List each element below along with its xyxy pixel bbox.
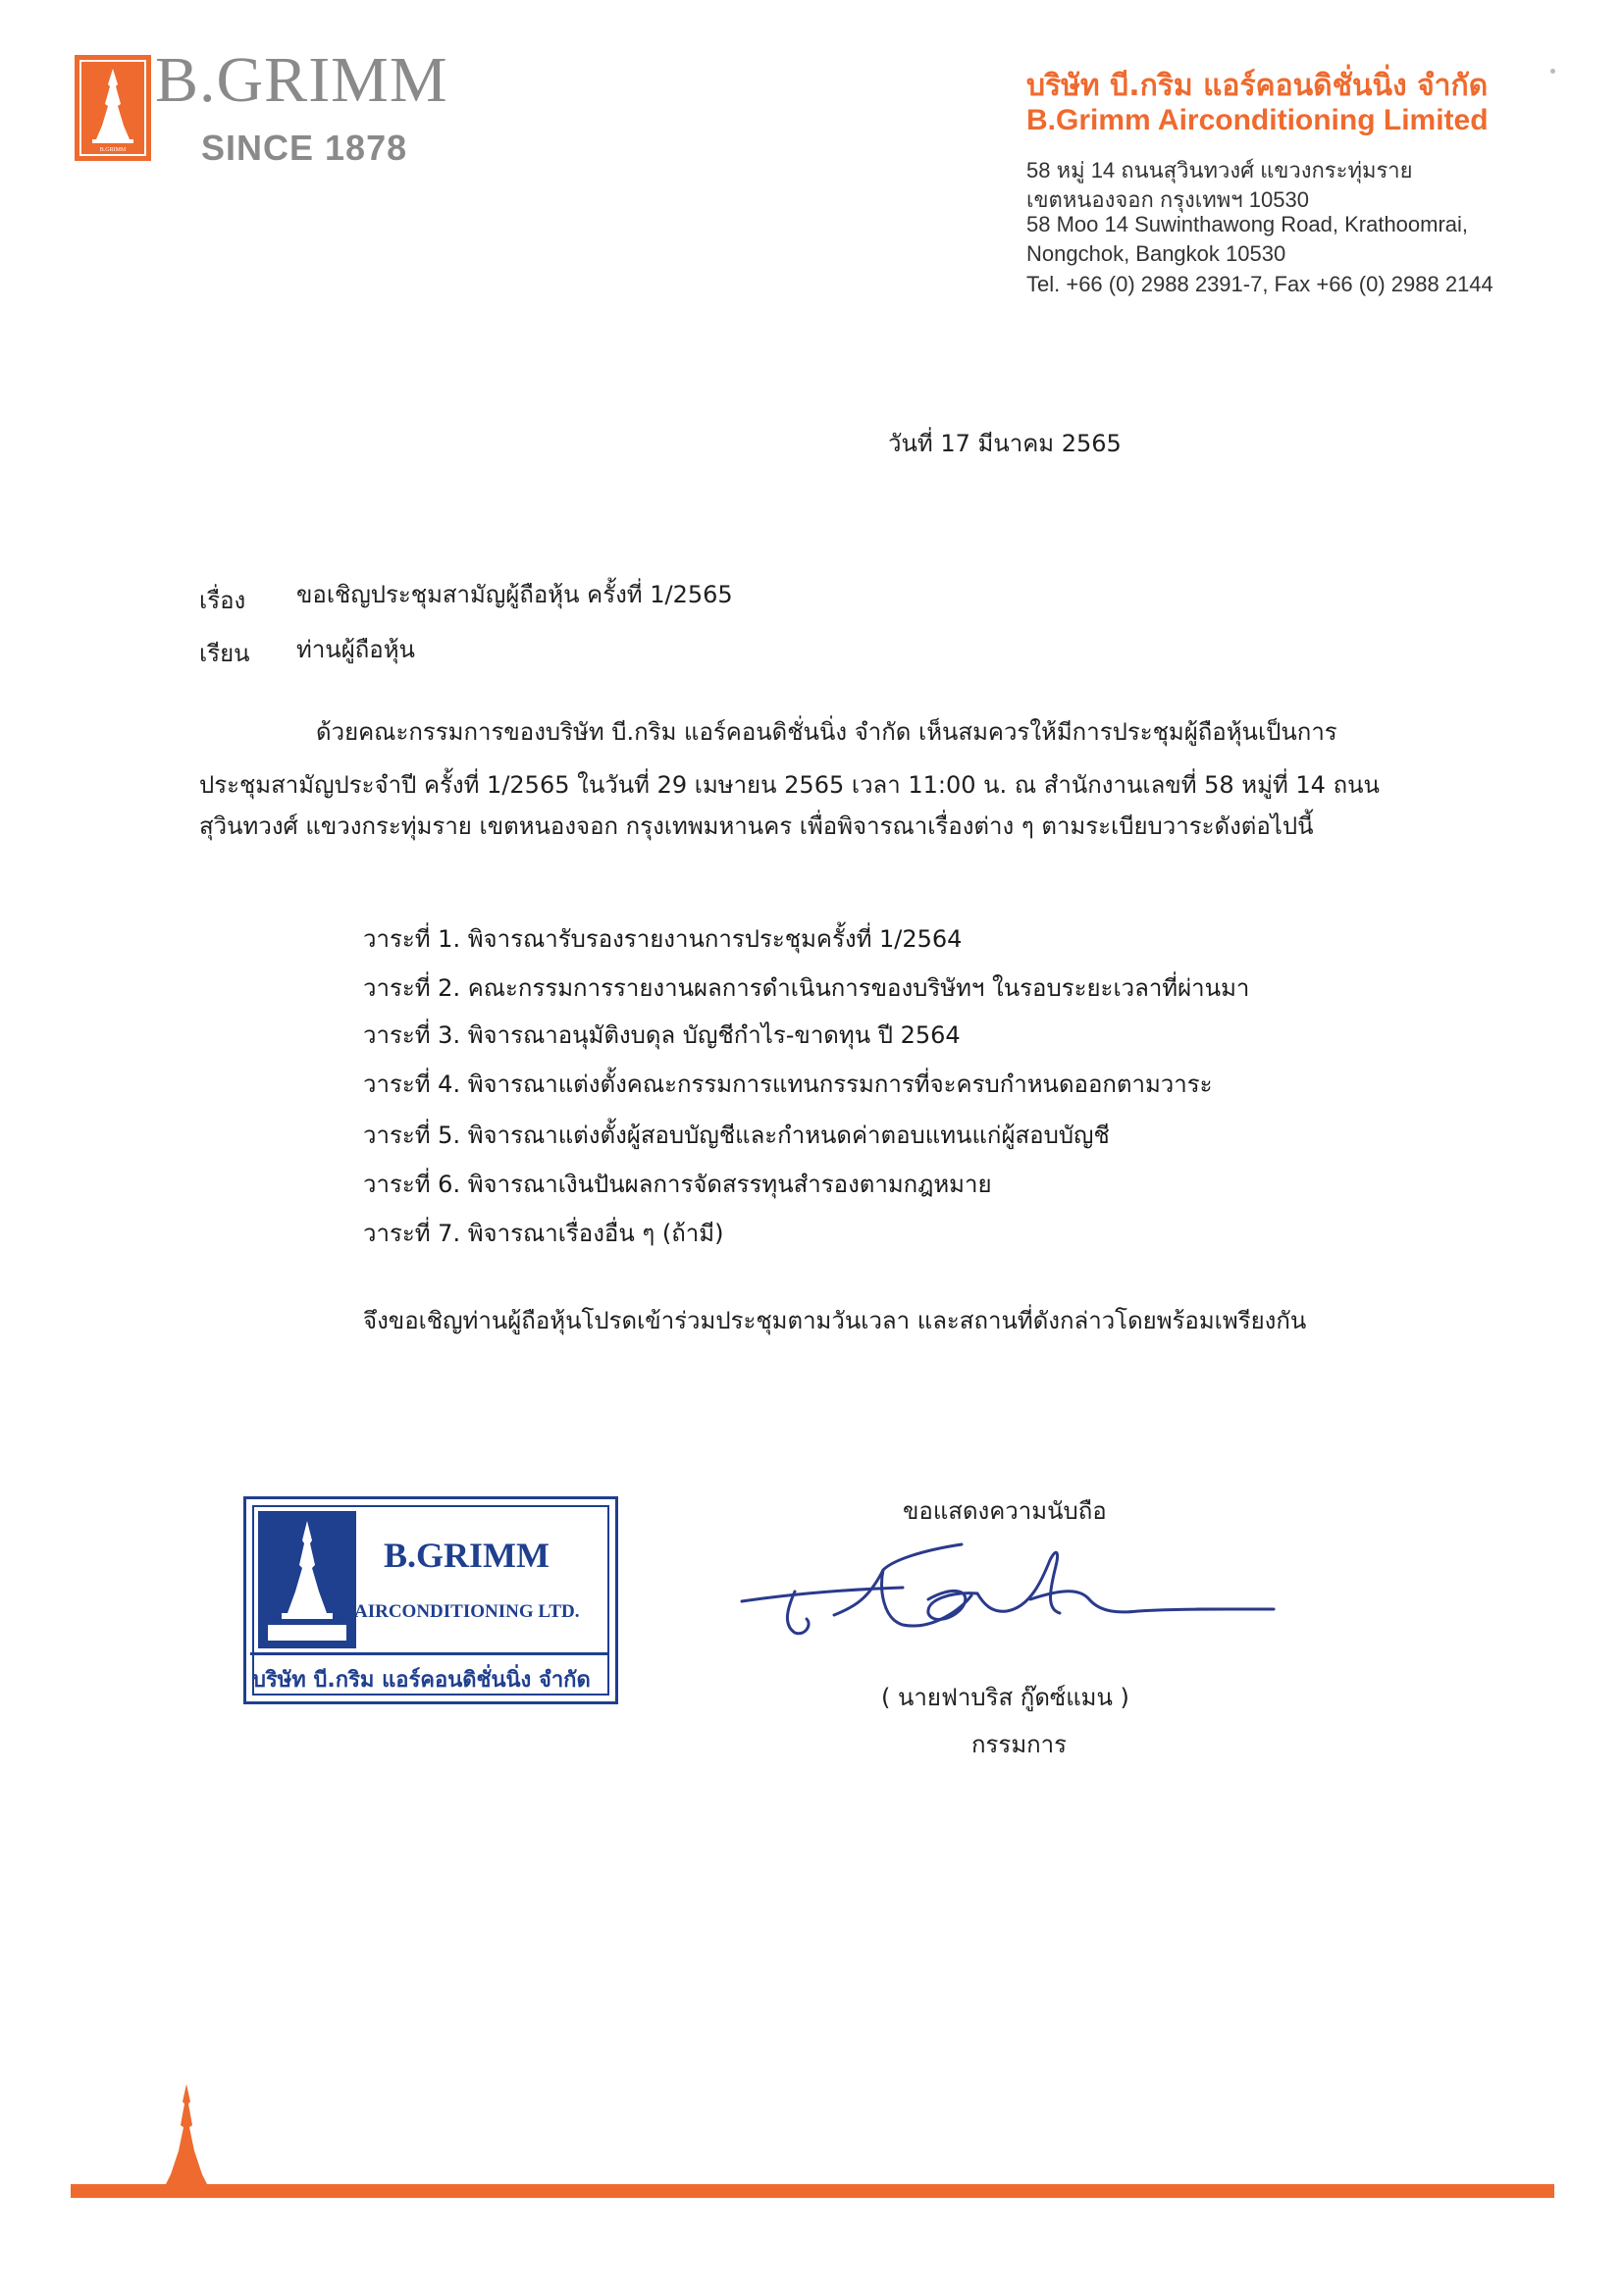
- signer-title: กรรมการ: [971, 1731, 1068, 1758]
- handwritten-signature-icon: [736, 1531, 1285, 1668]
- agenda-item: วาระที่ 4. พิจารณาแต่งตั้งคณะกรรมการแทนกรรมการที่จะครบกำหนดออกตามวาระ: [363, 1070, 1213, 1098]
- address-line: 58 หมู่ 14 ถนนสุวินทวงศ์ แขวงกระทุ่มราย: [1026, 158, 1413, 183]
- letter-date: วันที่ 17 มีนาคม 2565: [888, 430, 1122, 457]
- signer-name: ( นายฟาบริส กู๊ดซ์แมน ): [881, 1684, 1129, 1711]
- stamp-subtitle: AIRCONDITIONING LTD.: [354, 1601, 580, 1622]
- regards: ขอแสดงความนับถือ: [903, 1497, 1107, 1525]
- since-tagline: SINCE 1878: [201, 128, 408, 168]
- paragraph-line: ด้วยคณะกรรมการของบริษัท บี.กริม แอร์คอนดิชั่นนิ่ง จำกัด เห็นสมควรให้มีการประชุมผู้ถือหุ้นเป็นการ: [316, 718, 1337, 746]
- to-text: ท่านผู้ถือหุ้น: [296, 636, 415, 663]
- company-name-thai: บริษัท บี.กริม แอร์คอนดิชั่นนิ่ง จำกัด: [1026, 69, 1489, 103]
- closing-invite: จึงขอเชิญท่านผู้ถือหุ้นโปรดเข้าร่วมประชุมตามวันเวลา และสถานที่ดังกล่าวโดยพร้อมเพรียงกัน: [363, 1307, 1307, 1334]
- paragraph-line: ประชุมสามัญประจำปี ครั้งที่ 1/2565 ในวันที่ 29 เมษายน 2565 เวลา 11:00 น. ณ สำนักงานเลขที่ 58 หมู่ที่ 14 ถนน: [199, 771, 1380, 799]
- subject-text: ขอเชิญประชุมสามัญผู้ถือหุ้น ครั้งที่ 1/2565: [296, 581, 733, 608]
- agenda-item: วาระที่ 6. พิจารณาเงินปันผลการจัดสรรทุนสำรองตามกฎหมาย: [363, 1171, 992, 1198]
- agenda-item: วาระที่ 1. พิจารณารับรองรายงานการประชุมครั้งที่ 1/2564: [363, 925, 963, 953]
- contact-line: Tel. +66 (0) 2988 2391-7, Fax +66 (0) 2988 2144: [1026, 272, 1493, 296]
- agenda-item: วาระที่ 3. พิจารณาอนุมัติงบดุล บัญชีกำไร-ขาดทุน ปี 2564: [363, 1021, 961, 1049]
- address-line: Nongchok, Bangkok 10530: [1026, 241, 1286, 266]
- company-stamp: [243, 1496, 618, 1704]
- footer-tower-icon: [157, 2084, 216, 2198]
- stamp-thai-name: บริษัท บี.กริม แอร์คอนดิชั่นนิ่ง จำกัด: [252, 1668, 591, 1693]
- bgrimm-logo-icon: [75, 55, 151, 161]
- to-label: เรียน: [199, 640, 250, 667]
- agenda-item: วาระที่ 2. คณะกรรมการรายงานผลการดำเนินการของบริษัทฯ ในรอบระยะเวลาที่ผ่านมา: [363, 974, 1250, 1002]
- footer-bar: [71, 2184, 1554, 2198]
- agenda-item: วาระที่ 7. พิจารณาเรื่องอื่น ๆ (ถ้ามี): [363, 1220, 724, 1247]
- company-name-english: B.Grimm Airconditioning Limited: [1026, 104, 1489, 136]
- stamp-divider: [250, 1652, 609, 1655]
- agenda-item: วาระที่ 5. พิจารณาแต่งตั้งผู้สอบบัญชีและกำหนดค่าตอบแทนแก่ผู้สอบบัญชี: [363, 1122, 1110, 1149]
- brand-name: B.GRIMM: [155, 44, 448, 116]
- address-line: เขตหนองจอก กรุงเทพฯ 10530: [1026, 187, 1309, 212]
- paragraph-line: สุวินทวงศ์ แขวงกระทุ่มราย เขตหนองจอก กรุงเทพมหานคร เพื่อพิจารณาเรื่องต่าง ๆ ตามระเบียบวาระดังต่อไปนี้: [199, 812, 1314, 840]
- svg-text:B.GRIMM: B.GRIMM: [99, 147, 127, 153]
- decorative-dot: [1550, 69, 1555, 74]
- address-line: 58 Moo 14 Suwinthawong Road, Krathoomrai,: [1026, 212, 1469, 236]
- subject-label: เรื่อง: [199, 587, 246, 614]
- stamp-tower-icon: [258, 1511, 356, 1648]
- stamp-brand-name: B.GRIMM: [384, 1536, 550, 1575]
